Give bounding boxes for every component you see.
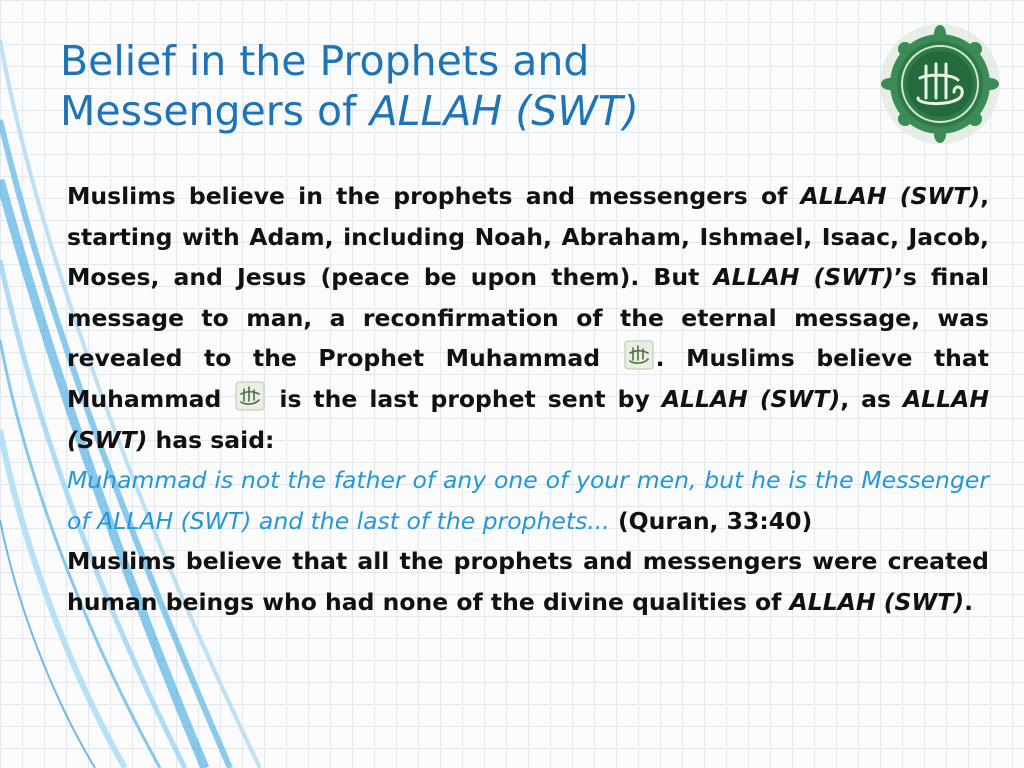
allah-swt-text: ALLAH (SWT)	[789, 587, 965, 616]
pbuh-calligraphy-icon	[235, 381, 265, 411]
quran-quote-paragraph	[67, 460, 989, 541]
slide-body	[67, 176, 989, 623]
allah-swt-text: ALLAH (SWT)	[800, 182, 981, 210]
title-line-2-plain: Messengers of	[60, 87, 370, 136]
text-segment: , as	[840, 384, 903, 413]
text-segment: , starting with Adam, including Noah, Abraham, Ishmael, Isaac, Jacob, Moses, and Jesus (peace be upon them). But	[67, 182, 990, 292]
allah-swt-text: ALLAH (SWT)	[713, 263, 894, 292]
quote-citation: (Quran, 33:40)	[617, 506, 813, 535]
slide-title	[60, 36, 820, 136]
allah-swt-text: ALLAH (SWT)	[67, 384, 989, 454]
title-line-2-italic: ALLAH (SWT)	[369, 87, 639, 136]
paragraph-human-beings	[67, 541, 989, 622]
allah-calligraphy-emblem-icon	[878, 22, 1002, 146]
allah-swt-text: ALLAH (SWT)	[661, 384, 841, 413]
text-segment: is the last prophet sent by	[267, 384, 662, 413]
paragraph-prophets	[67, 176, 989, 460]
text-segment: Muslims believe that all the prophets and messengers were created human beings who had none of the divine qualities of	[67, 547, 989, 616]
text-segment: Muslims believe in the prophets and messengers of	[67, 182, 801, 210]
text-segment: . Muslims believe that Muhammad	[67, 344, 989, 413]
text-segment: .	[964, 587, 974, 616]
pbuh-calligraphy-icon	[624, 340, 654, 370]
quran-quote: Muhammad is not the father of any one of your men, but he is the Messenger of ALLAH (SWT) and the last of the prophets...	[67, 466, 989, 535]
text-segment: has said:	[147, 425, 275, 454]
title-line-1: Belief in the Prophets and	[60, 37, 590, 85]
text-segment: ’s final message to man, a reconfirmation of the eternal message, was revealed to the Prophet Muhammad	[67, 263, 989, 373]
